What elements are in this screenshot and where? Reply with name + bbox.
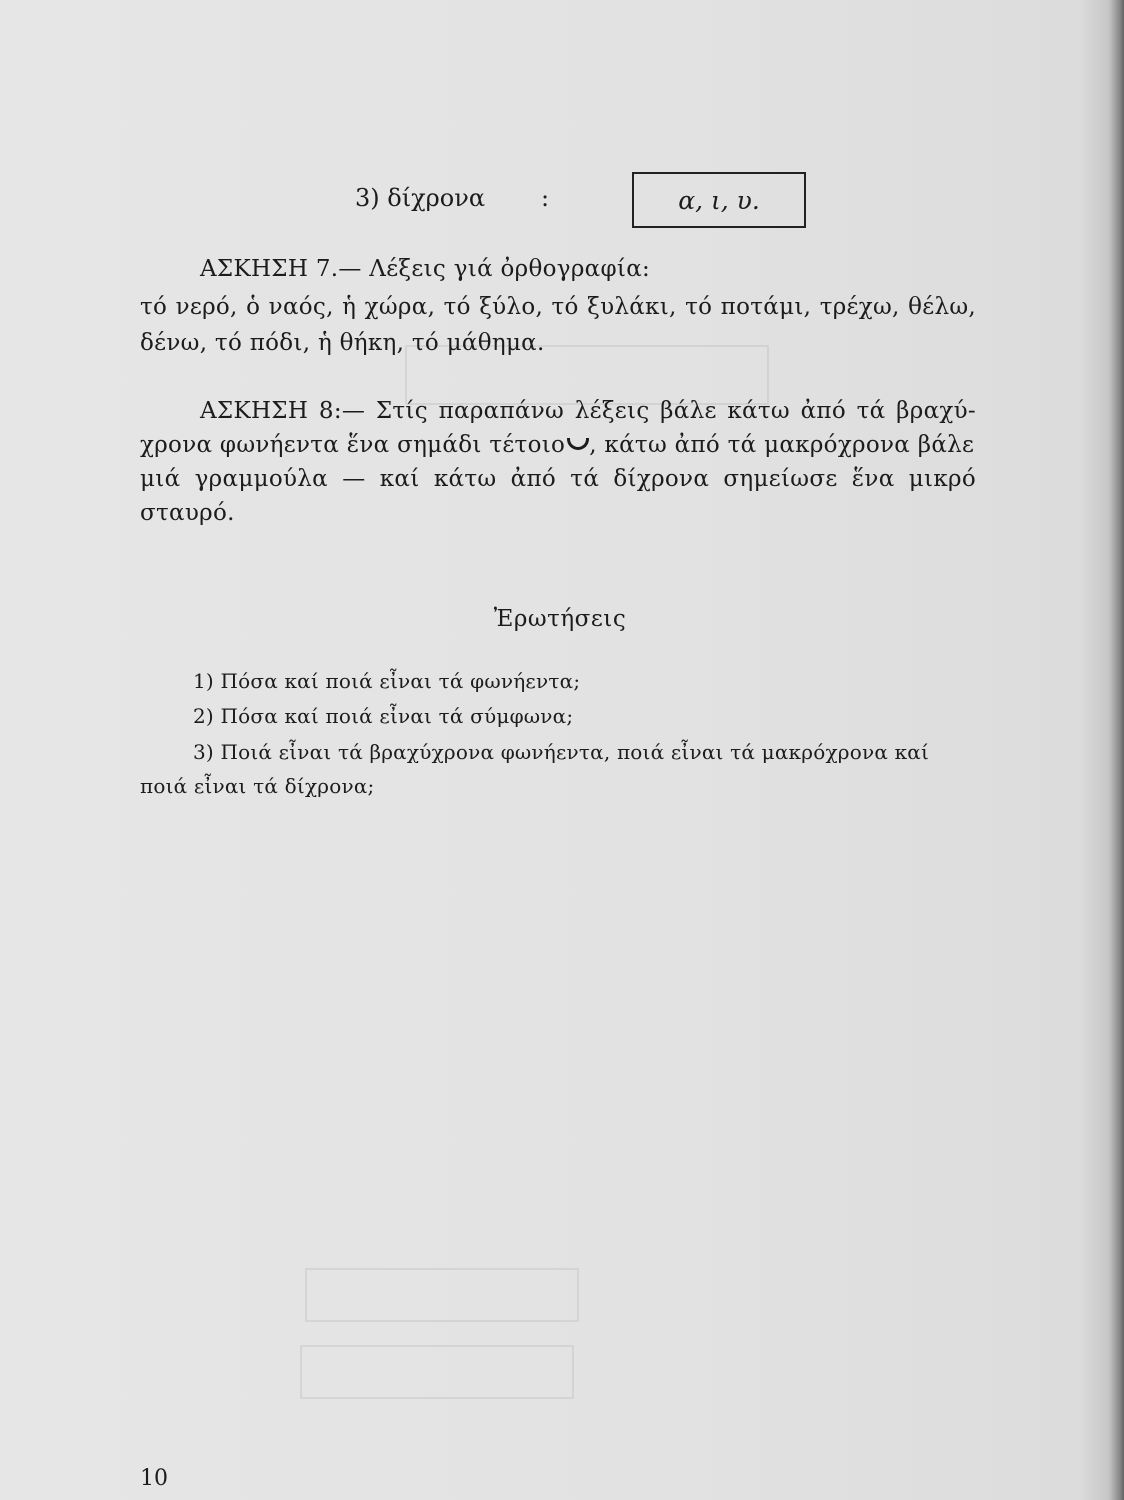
exercise7-words-line: δένω, τό πόδι, ἡ θήκη, τό μάθημα. [140,330,545,356]
dichrona-vowels: α, ι, υ. [678,185,760,215]
page-number: 10 [140,1466,168,1491]
question-1: 1) Πόσα καί ποιά εἶναι τά φωνήεντα; [193,669,581,693]
exercise8-text-part [140,432,974,458]
question-3-continued: ποιά εἶναι τά δίχρονα; [140,774,375,798]
dichrona-vowels-box [632,172,806,228]
exercise8-text-a: χρονα φωνήεντα ἕνα σημάδι τέτοιο [140,432,566,458]
exercise8-text-line: μιά γραμμούλα — καί κάτω ἀπό τά δίχρονα σημείωσε ἕνα μικρό [140,466,976,492]
show-through-box [300,1345,574,1399]
questions-heading: Ἐρωτήσεις [493,606,627,632]
exercise8-text-line: σταυρό. [140,500,235,526]
exercise7-words-line: τό νερό, ὁ ναός, ἡ χώρα, τό ξύλο, τό ξυλάκι, τό ποτάμι, τρέχω, θέλω, [140,294,976,320]
exercise8-text-b: , κάτω ἀπό τά μακρόχρονα βάλε [589,432,975,458]
show-through-box [305,1268,579,1322]
exercise8-text-line [140,432,976,458]
breve-icon [567,438,589,450]
exercise8-title: ΑΣΚΗΣΗ 8:— Στίς παραπάνω λέξεις βάλε κάτω ἀπό τά βραχύ- [200,398,976,424]
question-2: 2) Πόσα καί ποιά εἶναι τά σύμφωνα; [193,704,574,728]
question-3: 3) Ποιά εἶναι τά βραχύχρονα φωνήεντα, ποιά εἶναι τά μακρόχρονα καί [193,740,930,764]
page-edge-shadow [1110,0,1124,1500]
dichrona-colon: : [541,184,550,212]
exercise7-title: ΑΣΚΗΣΗ 7.— Λέξεις γιά ὀρθογραφία: [200,256,651,282]
dichrona-label: 3) δίχρονα [355,184,486,212]
